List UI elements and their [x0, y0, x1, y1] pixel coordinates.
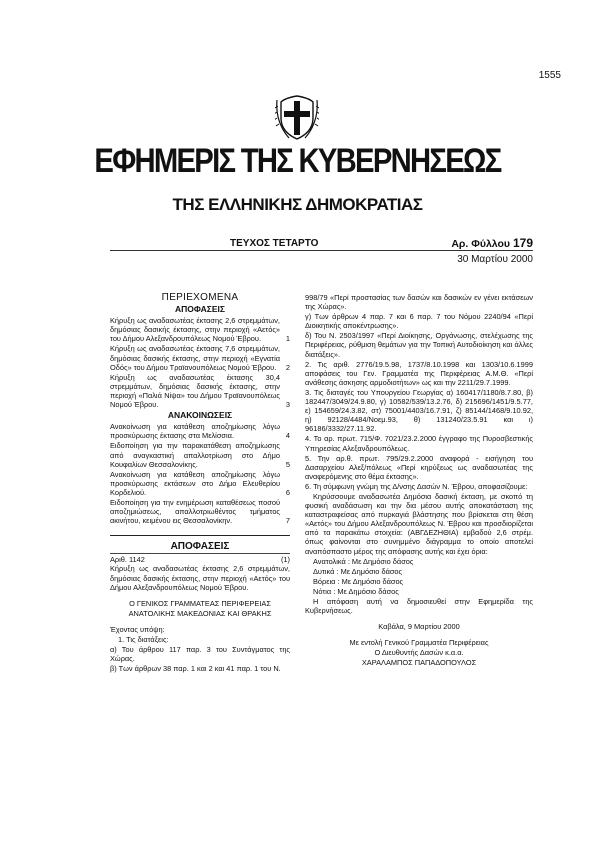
toc-item-page: 3: [285, 400, 290, 410]
header-divider: [110, 250, 533, 251]
decision-index: (1): [280, 555, 290, 565]
decision-number-row: [110, 553, 290, 564]
toc-item[interactable]: [110, 441, 290, 468]
boundary-line: Νότια : Με Δημόσιο δάσος: [313, 586, 399, 596]
place-date: Καβάλα, 9 Μαρτίου 2000: [378, 622, 460, 632]
toc-item-text: Κήρυξη ως αναδασωτέας έκτασης 30,4 στρεμμάτων, δημόσιας δασικής έκτασης, στην περιοχή «Παλιά Νίψα» του Δήμου Τραϊανουπόλεως Νομού Έβρου.: [110, 372, 280, 410]
boundary-line: Ανατολικά : Με Δημόσιο δάσος: [313, 556, 414, 566]
decision-paragraph: 6. Τη σύμφωνη γνώμη της Δ/νσης Δασών Ν. Έβρου, αποφασίζουμε:: [305, 481, 528, 491]
toc-item-text: Ειδοποίηση για την ενημέρωση καταθέσεως ποσού αποζημιώσεως, απαλλοτριωθέντος τμήματος ακινήτου, κειμένου εις Θεσσαλονίκην.: [110, 497, 280, 526]
toc-item-text: Κήρυξη ως αναδασωτέας έκτασης 2,6 στρεμμάτων, δημόσιας δασικής έκτασης, στην περιοχή «Αετός» του Δήμου Αλεξανδρουπόλεως Νομού Έβρου.: [110, 316, 280, 344]
greek-coat-of-arms-icon: [275, 92, 319, 142]
decision-paragraph: 1. Τις διατάξεις:: [118, 635, 169, 644]
issue-date: 30 Μαρτίου 2000: [457, 254, 533, 265]
decision-paragraph: γ) Των άρθρων 4 παρ. 7 και 6 παρ. 7 του Νόμου 2240/94 «Περί Διοικητικής αποκέντρωσης».: [305, 312, 533, 331]
toc-item-page: 5: [285, 459, 290, 469]
decision-subject: Κήρυξη ως αναδασωτέας έκτασης 2,6 στρεμμάτων, δημόσιας δασικής έκτασης, στην περιοχή «Αετός» του Δήμου Αλεξανδρουπόλεως Νομού Έβρου.: [110, 564, 290, 592]
gazette-subtitle: ΤΗΣ ΕΛΛΗΝΙΚΗΣ ΔΗΜΟΚΡΑΤΙΑΣ: [172, 195, 423, 214]
sheet-label: Αρ. Φύλλου: [451, 238, 511, 250]
toc-item[interactable]: [110, 316, 290, 343]
gazette-title: ΕΦΗΜΕΡΙΣ ΤΗΣ ΚΥΒΕΡΝΗΣΕΩΣ: [94, 142, 501, 180]
decision-paragraph: 2. Τις αριθ. 2776/19.5.98, 1737/8.10.1998 και 1303/10.6.1999 αποφάσεις του Γεν. Γραμματέα της Περιφέρειας Α.Μ.Θ. «Περί ανάθεσης άσκησης αρμοδιοτήτων» ως και την 2211/29.7.1999.: [305, 359, 533, 387]
toc-item-page: 2: [285, 362, 290, 372]
decision-paragraph: δ) Του Ν. 2503/1997 «Περί Διοίκησης, Οργάνωσης, στελέχωσης της Περιφέρειας, ρύθμιση θεμάτων για την Τοπική Αυτοδιοίκηση και άλλες διατάξεις».: [305, 331, 533, 359]
decision-paragraph: 3. Τις διαταγές του Υπουργείου Γεωργίας α) 160417/1180/8.7.80, β) 182447/3049/24.9.80, γ) 10582/539/13.2.76, δ) 215696/1451/9.5.77, ε) 154659/24.3.82, στ) 75001/4403/16.7.91, ζ) 85144/1468/9.10.92, η) 92128/4484/Νοεμ.93, θ) 131240/23.5.91 και ι) 96186/3332/27.11.92.: [305, 387, 533, 434]
toc-decisions-label: ΑΠΟΦΑΣΕΙΣ: [174, 304, 225, 315]
toc-item-text: Ανακοίνωση για κατάθεση αποζημίωσης λόγω προσκύρωσης εκτάσεων στο Δήμο Ελευθερίου Κορδελιού.: [110, 469, 280, 497]
toc-item-page: 4: [285, 431, 290, 441]
considering-label: Έχοντας υπόψη:: [110, 624, 165, 634]
toc-item-text: Ειδοποίηση για την παρακατάθεση αποζημίωσης από αναγκαστική απαλλοτρίωση στο Δήμο Κουφαλίων Θεσσαλονίκης.: [110, 441, 280, 469]
decision-paragraph: 4. Το αρ. πρωτ. 715/Φ. 7021/23.2.2000 έγγραφο της Πυροσβεστικής Υπηρεσίας Αλεξανδρουπόλεως.: [305, 434, 533, 453]
left-column: [110, 293, 290, 674]
decision-paragraph: β) Των άρθρων 38 παρ. 1 και 2 και 41 παρ. 1 του Ν.: [110, 664, 281, 674]
boundary-line: Δυτικά : Με Δημόσιο δάσος: [313, 566, 403, 576]
boundary-line: Βόρεια : Με Δημόσιο δάσος: [313, 576, 404, 586]
decision-authority: ΑΝΑΤΟΛΙΚΗΣ ΜΑΚΕΔΟΝΙΑΣ ΚΑΙ ΘΡΑΚΗΣ: [128, 608, 272, 618]
signature-line: Ο Διευθυντής Δασών κ.α.α.: [374, 648, 464, 658]
toc-item-page: 6: [285, 487, 290, 497]
toc-item[interactable]: [110, 498, 290, 525]
toc-item[interactable]: [110, 373, 290, 409]
toc-item[interactable]: [110, 422, 290, 440]
signature-line: Με εντολή Γενικού Γραμματέα Περιφέρειας: [349, 638, 489, 648]
right-column: [305, 293, 533, 669]
publication-order: Η απόφαση αυτή να δημοσιευθεί στην Εφημερίδα της Κυβερνήσεως.: [305, 597, 533, 616]
toc-item[interactable]: [110, 470, 290, 497]
issue-label: ΤΕΥΧΟΣ ΤΕΤΑΡΤΟ: [230, 238, 319, 249]
toc-item-page: 1: [285, 334, 290, 344]
decision-paragraph: 5. Την αρ.θ. πρωτ. 795/29.2.2000 αναφορά - εισήγηση του Δασαρχείου Αλεξ/πόλεως «Περί κηρύξεως ως αναδασωτέας της αναφερόμενης στο θέμα έκτασης».: [305, 453, 533, 481]
decisions-section-title: ΑΠΟΦΑΣΕΙΣ: [110, 535, 290, 551]
sheet-number-value: 179: [512, 236, 533, 250]
page-number: 1555: [538, 70, 561, 81]
toc-item[interactable]: [110, 344, 290, 371]
toc-notices-label: ΑΝΑΚΟΙΝΩΣΕΙΣ: [167, 410, 233, 421]
decision-paragraph: 998/79 «Περί προστασίας των δασών και δασικών εν γένει εκτάσεων της Χώρας».: [305, 293, 533, 312]
decision-authority: Ο ΓΕΝΙΚΟΣ ΓΡΑΜΜΑΤΕΑΣ ΠΕΡΙΦΕΡΕΙΑΣ: [129, 598, 271, 608]
sheet-number: [451, 236, 533, 250]
toc-item-text: Ανακοίνωση για κατάθεση αποζημίωσης λόγω προσκύρωσης έκτασης στα Μελίσσια.: [110, 422, 280, 441]
toc-item-text: Κήρυξη ως αναδασωτέας έκτασης 7,6 στρεμμάτων, δημόσιας δασικής έκτασης, στην περιοχή «Εγνατία Οδός» του Δήμου Τραϊανουπόλεως Νομού Έβρου.: [110, 344, 280, 372]
decision-number: Αριθ. 1142: [110, 555, 145, 565]
signatory-name: ΧΑΡΑΛΑΜΠΟΣ ΠΑΠΑΔΟΠΟΥΛΟΣ: [361, 658, 477, 668]
toc-title: ΠΕΡΙΕΧΟΜΕΝΑ: [161, 292, 239, 303]
decision-body: Κηρύσσουμε αναδασωτέα Δημόσια δασική έκταση, με σκοπό τη φυσική αναδάσωση και την δια μέσου αυτής αποκατάσταση της καταστραφείσας από πυρκαγιά βλάστησης που βρίσκεται στη θέση «Αετός» του Δήμου Αλεξανδρουπόλεως Ν. Έβρου και προσδιορίζεται από τα παρακάτω στοιχεία: (ΑΒΓΔΕΖΗΘΙΑ) εμβαδού 2,6 στρέμ. όπως φαίνονται στο συνημμένο διάγραμμα το οποίο αποτελεί αναπόσπαστο μέρος της απόφασης αυτής και έχει όρια:: [305, 491, 533, 556]
toc-item-page: 7: [285, 516, 290, 526]
decision-paragraph: α) Του άρθρου 117 παρ. 3 του Συντάγματος της Χώρας.: [110, 645, 290, 664]
